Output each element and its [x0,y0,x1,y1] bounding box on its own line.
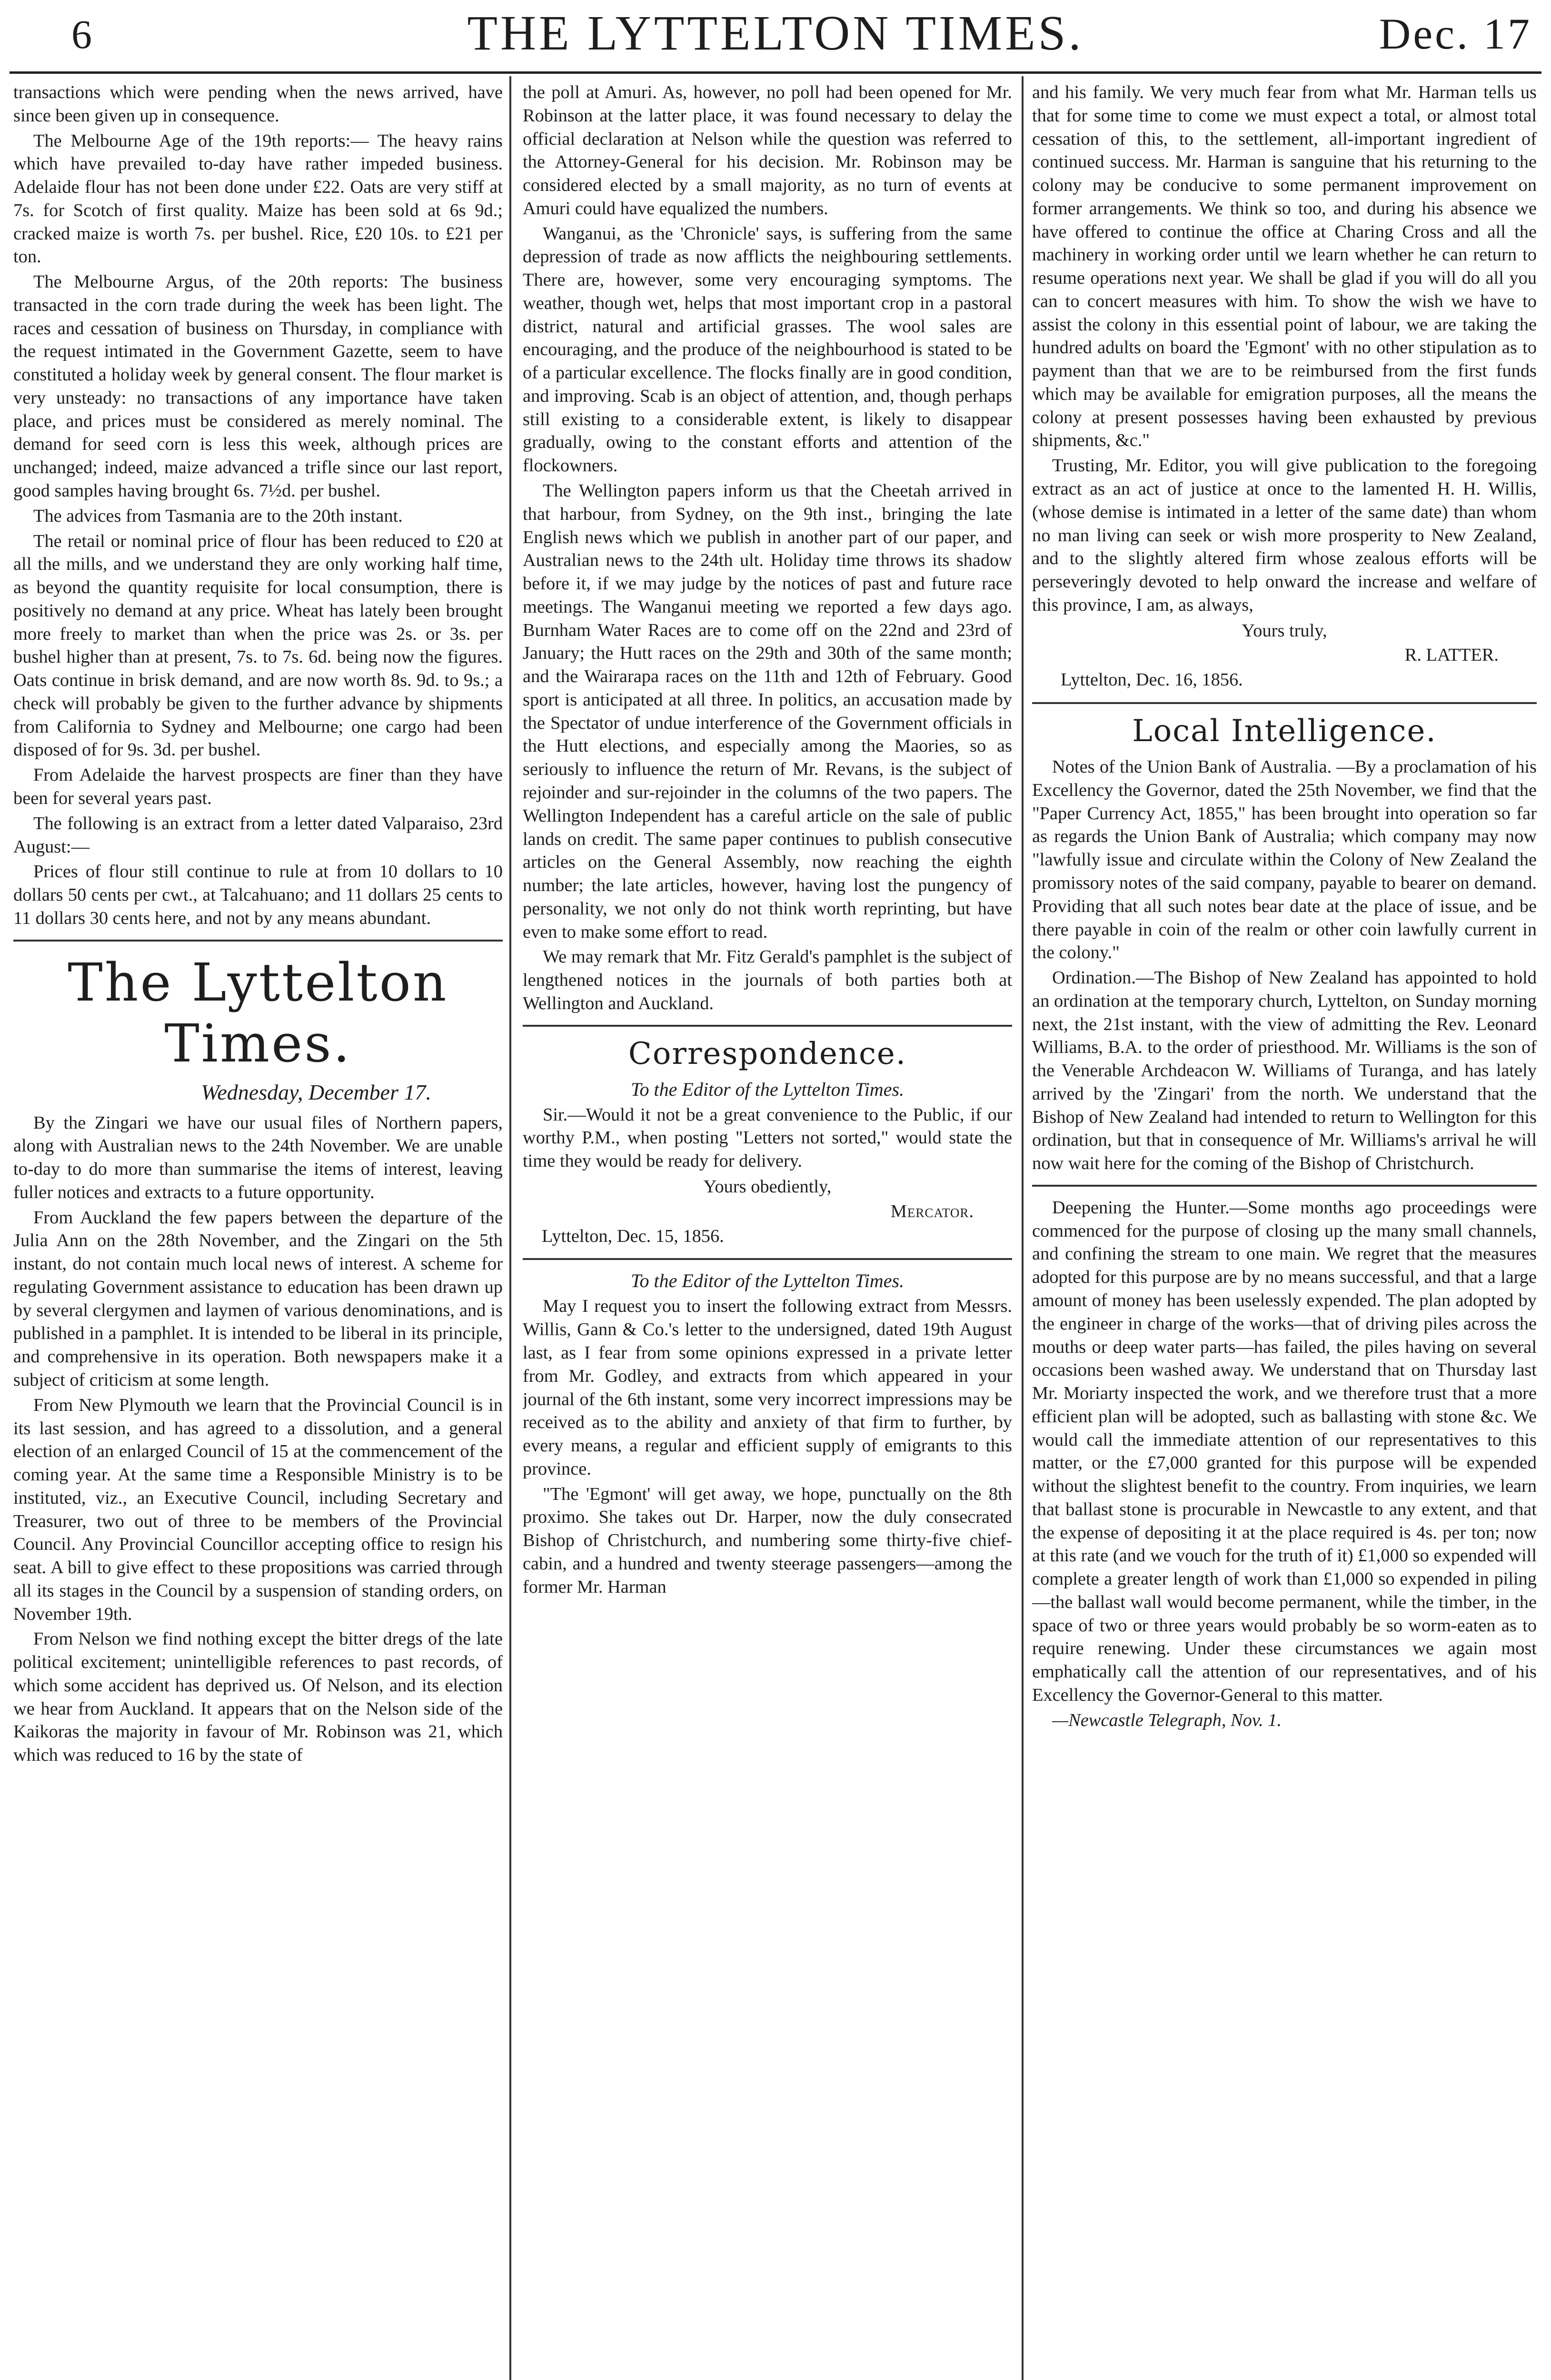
editorial-paragraph: From Nelson we find nothing except the bitter dregs of the late political excitement; unintelligible references to past records, of which some accident has deprived us. Of Nelson, and its election we hear from Auckland. It appears that on the Nelson side of the Kaikoras the majority in favour of Mr. Robinson was 21, which which was reduced to 16 by the state of [13,1629,503,1765]
column-2 [523,81,1012,2380]
column-divider-2 [1022,76,1024,2380]
news-paragraph: From Adelaide the harvest prospects are finer than they have been for several years past. [13,765,503,808]
news-paragraph: The Melbourne Argus, of the 20th reports: The business transacted in the corn trade during the week has been light. The races and cessation of business on Thursday, in compliance with the request intimated in the Government Gazette, seem to have constituted a holiday week by general consent. The flour market is very unsteady: no transactions of any importance have taken place, and prices must be considered as merely nominal. The demand for seed corn is less this week, although prices are unchanged; indeed, maize advanced a trifle since our last report, good samples having brought 6s. 7½d. per bushel. [13,272,503,501]
letter-paragraph: and his family. We very much fear from what Mr. Harman tells us that for some time to come we must expect a total, or almost total cessation of this, to the settlement, all-important ingredient of continued success. Mr. Harman is sanguine that his returning to the colony may be conducive to some permanent improvement on former arrangements. We think so too, and during his absence we have offered to continue the office at Charing Cross and all the machinery in working order until we learn whether he can return to resume operations next year. We shall be glad if you will do all you can to concert measures with him. To show the wish we have to assist the colony in this essential point of labour, we are taking the hundred adults on board the 'Egmont' with no other stipulation as to payment than that we are to be reimbursed from the first funds which may be available for emigration purposes, all the means the colony at present possesses having been exhausted by previous shipments, &c." [1032,82,1537,451]
page-header [0,0,1551,71]
editorial-paragraph: From Auckland the few papers between the departure of the Julia Ann on the 28th November, and the Zingari on the 5th instant, do not contain much local news of interest. A scheme for regulating Government assistance to education has been drawn up by several clergymen and laymen of various denominations, and is published in a pamphlet. It is intended to be liberal in its principle, and comprehensive in its operation. Both newspapers make it a subject of criticism at some length. [13,1207,503,1390]
section-rule [1032,702,1537,704]
newspaper-title: THE LYTTELTON TIMES. [467,6,1084,60]
issue-date: Dec. 17 [1379,10,1532,58]
letter-signature [1032,619,1537,693]
signature-name: R. LATTER. [1404,645,1499,665]
signature-name: Mercator. [890,1201,974,1221]
editorial-dateline: Wednesday, December 17. [201,1080,431,1104]
signature-closing: Yours truly, [1242,620,1327,641]
page-number: 6 [71,11,92,57]
column-1 [13,81,503,2380]
editorial-paragraph: The Wellington papers inform us that the Cheetah arrived in that harbour, from Sydney, on the 9th inst., bringing the late English news which we publish in another part of our paper, and Australian news to the 24th ult. Holiday time throws its shadow before it, if we may judge by the notices of past and future race meetings. The Wanganui meeting we reported a few days ago. Burnham Water Races are to come off on the 22nd and 23rd of January; the Hutt races on the 29th and 30th of the same month; and the Wairarapa races on the 11th and 12th of February. Good sport is anticipated at all three. In politics, an accusation made by the Spectator of undue interference of the Government officials in the Hutt elections, and especially among the Maories, so as seriously to influence the return of Mr. Revans, is the subject of rejoinder and sur-rejoinder in the columns of the two papers. The Wellington Independent has a careful article on the sale of public lands on credit. The same paper continues to publish consecutive articles on the General Assembly, now reaching the eighth number; the late articles, however, having lost the pungency of personality, we not only do not think worth reprinting, but have even to make some effort to read. [523,481,1012,942]
letter-paragraph: Sir.—Would it not be a great convenience to the Public, if our worthy P.M., when posting "Letters not sorted," would state the time they would be ready for delivery. [523,1104,1012,1171]
news-paragraph: transactions which were pending when the news arrived, have since been given up in consequence. [13,82,503,126]
news-paragraph: The Melbourne Age of the 19th reports:— The heavy rains which have prevailed to-day have rather impeded business. Adelaide flour has not been done under £22. Oats are very stiff at 7s. for Scotch of first quality. Maize has been sold at 6s 9d.; cracked maize is worth 7s. per bushel. Rice, £20 10s. to £21 per ton. [13,130,503,267]
section-rule [1032,1185,1537,1187]
news-paragraph: The retail or nominal price of flour has been reduced to £20 at all the mills, and we understand they are only working half time, as beyond the quantity requisite for local consumption, there is positively no demand at any price. Wheat has lately been brought more freely to market than when the price was 2s. or 3s. per bushel higher than at present, 7s. to 7s. 6d. being now the figures. Oats continue in brisk demand, and are now worth 8s. 9d. to 9s.; a check will probably be given to the further advance by shipments from California to Sydney and Melbourne; one cargo had been disposed of for 9s. 3d. per bushel. [13,531,503,760]
column-3 [1032,81,1537,2380]
editorial-masthead: The Lyttelton Times. [68,952,448,1074]
editorial-paragraph: By the Zingari we have our usual files of Northern papers, along with Australian news to the 24th November. We are unable to-day to do more than summarise the items of interest, leaving fuller notices and extracts to a future opportunity. [13,1112,503,1202]
editorial-paragraph: Wanganui, as the 'Chronicle' says, is suffering from the same depression of trade as now afflicts the neighbouring settlements. There are, however, some very encouraging symptoms. The weather, though wet, helps that most important crop in a pastoral district, natural and artificial grasses. The wool sales are encouraging, and the produce of the neighbourhood is stated to be of a particular excellence. The flocks finally are in good condition, and improving. Scab is an object of attention, and, though perhaps still existing to a considerable extent, is likely to disappear gradually, owing to the constant efforts and attention of the flockowners. [523,223,1012,476]
news-paragraph: The following is an extract from a letter dated Valparaiso, 23rd August:— [13,813,503,857]
signature-closing: Yours obediently, [703,1176,832,1197]
news-paragraph: Deepening the Hunter.—Some months ago proceedings were commenced for the purpose of closing up the many small channels, and confining the stream to one main. We regret that the measures adopted for this purpose are by no means successful, and that a large amount of money has been uselessly expended. The plan adopted by the engineer in charge of the works—that of driving piles across the mouths or deep water parts—has failed, the piles having on several occasions been washed away. We understand that on Thursday last Mr. Moriarty inspected the work, and we therefore trust that a more efficient plan will be adopted, such as ballasting with stone &c. We would call the immediate attention of our representatives to this matter, or the £7,000 granted for this purpose will be expended without the slightest benefit to the country. From inquiries, we learn that ballast stone is procurable in Newcastle to any extent, and that the expense of depositing it at the place required is 4s. per ton; now at this rate (and we vouch for the truth of it) £1,000 so expended will complete a greater length of work than £1,000 so expended in piling—the ballast wall would become permanent, while the timber, in the space of two or three years would probably be so worm-eaten as to require renewing. Under these circumstances we again most emphatically call the attention of our representatives, and of his Excellency the Governor-General to this matter. [1032,1197,1537,1705]
letter-paragraph: Trusting, Mr. Editor, you will give publication to the foregoing extract as an act of justice at once to the lamented H. H. Willis, (whose demise is intimated in a letter of the same date) than whom no man living can seek or wish more prosperity to New Zealand, and to the slightly altered firm whose zealous efforts will be perseveringly devoted to help onward the increase and welfare of this province, I am, as always, [1032,456,1537,615]
letter-signature [523,1175,1012,1249]
section-rule [13,940,503,942]
letter-paragraph: "The 'Egmont' will get away, we hope, punctually on the 8th proximo. She takes out Dr. Harper, now the duly consecrated Bishop of Christchurch, and numbering some thirty-five chief-cabin, and a hundred and twenty steerage passengers—among the former Mr. Harman [523,1484,1012,1597]
editorial-paragraph: From New Plymouth we learn that the Provincial Council is in its last session, and has agreed to a dissolution, and a general election of an enlarged Council of 15 at the commencement of the coming year. At the same time a Responsible Ministry is to be instituted, viz., an Executive Council, including Secretary and Treasurer, two out of three to be members of the Provincial Council. Any Provincial Councillor accepting office to resign his seat. A bill to give effect to these propositions was carried through all its stages in the Council by a suspension of standing orders, on November 19th. [13,1395,503,1624]
letter-address: To the Editor of the Lyttelton Times. [630,1078,905,1100]
editorial-paragraph: the poll at Amuri. As, however, no poll had been opened for Mr. Robinson at the latter place, it was found necessary to delay the official declaration at Nelson while the question was referred to the Attorney-General for his decision. Mr. Robinson may be considered elected by a small majority, as no turn of events at Amuri could have equalized the numbers. [523,82,1012,218]
editorial-paragraph: We may remark that Mr. Fitz Gerald's pamphlet is the subject of lengthened notices in the journals of both parties both at Wellington and Auckland. [523,947,1012,1013]
section-rule [523,1025,1012,1027]
column-divider-1 [509,76,511,2380]
signature-place-date: Lyttelton, Dec. 15, 1856. [542,1226,724,1246]
news-paragraph: Prices of flour still continue to rule at from 10 dollars to 10 dollars 50 cents per cwt., at Talcahuano; and 11 dollars 25 cents to 11 dollars 30 cents here, and not by any means abundant. [13,862,503,928]
news-paragraph: The advices from Tasmania are to the 20th instant. [33,506,403,526]
news-paragraph: Notes of the Union Bank of Australia. —By a proclamation of his Excellency the Governor, dated the 25th November, we find that the "Paper Currency Act, 1855," has been brought into operation so far as regards the Union Bank of Australia; which company may now "lawfully issue and circulate within the Colony of New Zealand the promissory notes of the said company, payable to bearer on demand. Providing that all such notes bear date at the place of issue, and be there payable in coin of the realm or other coin lawfully current in the colony." [1032,757,1537,963]
local-intelligence-heading: Local Intelligence. [1132,714,1437,749]
news-paragraph: Ordination.—The Bishop of New Zealand has appointed to hold an ordination at the temporary church, Lyttelton, on Sunday morning next, the 21st instant, with the view of admitting the Rev. Leonard Williams, B.A. to the order of priesthood. Mr. Williams is the son of the Venerable Archdeacon W. Williams of Turanga, and has lately arrived by the 'Zingari' from the north. We understand that the Bishop of New Zealand had intended to return to Wellington for this ordination, but that in consequence of Mr. Williams's arrival he will now wait here for the coming of the Bishop of Christchurch. [1032,968,1537,1174]
letter-address: To the Editor of the Lyttelton Times. [630,1270,905,1292]
correspondence-heading: Correspondence. [628,1036,907,1071]
signature-place-date: Lyttelton, Dec. 16, 1856. [1061,670,1243,690]
letter-paragraph: May I request you to insert the following extract from Messrs. Willis, Gann & Co.'s letter to the undersigned, dated 19th August last, as I fear from some opinions expressed in a private letter from Mr. Godley, and extracts from which appeared in your journal of the 6th instant, some very incorrect impressions may be received as to the ability and anxiety of that firm to further, by every means, a regular and efficient supply of emigrants to this province. [523,1296,1012,1479]
section-rule [523,1258,1012,1260]
header-rule [10,71,1541,74]
news-source: —Newcastle Telegraph, Nov. 1. [1052,1710,1282,1730]
